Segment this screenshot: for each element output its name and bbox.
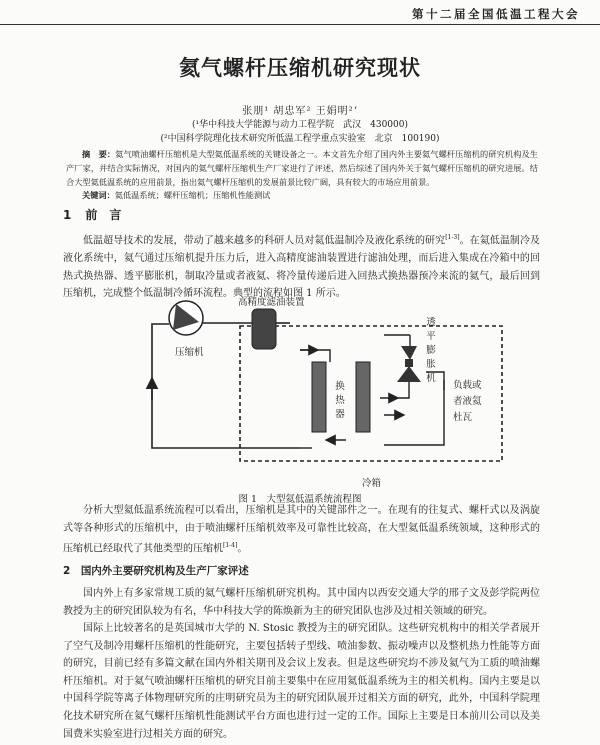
turbine-symbol-top (401, 346, 417, 360)
keywords-label: 关键词： (82, 190, 115, 200)
paragraph-international: 国际上比较著名的是英国城市大学的 N. Stosic 教授为主的研究团队。这些研究机构中的相关学者展开了空气及制冷用螺杆压缩机的性能研究，主要包括转子型线、喷油参数、振动噪声以及整机热力性能等方面的研究，目前已经有多篇文献在国内外相关期刊及会议上发表。但是这些研究均不涉及氦气为工质的喷油螺杆压缩机。对于氦气喷油螺杆压缩机的研究目前主要集中在应用氦低温系统为主的相关机构。国内主要是以中国科学院等离子体物理研究所的庄明研究员为主的研究团队展开过相关方面的研究，此外，中国科学院理化技术研究所在氦气螺杆压缩机性能测试平台方面也进行过一定的工作。国际上主要是日本前川公司以及美国费米实验室进行过相关方面的研究。 (63, 623, 540, 740)
affiliation-1: (¹华中科技大学能源与动力工程学院 武汉 430000) (192, 120, 408, 130)
heat-exchanger-bar (356, 362, 370, 432)
paragraph-text: 分析大型氦低温系统流程可以看出，压缩机是其中的关键部件之一。在现有的往复式、螺杆式以及涡旋式等各种形式的压缩机中，由于喷油螺杆压缩机效率及可靠性比较高，在大型氦低温系统领域，这种形式的压缩机已经取代了其他类型的压缩机 (63, 505, 540, 555)
citation: [1-3] (445, 234, 460, 241)
section-heading-2 (63, 563, 249, 578)
section-title: 国内外主要研究机构及生产厂家评述 (80, 565, 249, 577)
turbine-shaft (405, 359, 413, 367)
section-number: 1 (63, 208, 72, 222)
paragraph-text: 低温超导技术的发展，带动了越来越多的科研人员对氦低温制冷及液化系统的研究 (83, 235, 446, 247)
oil-filter-symbol (252, 309, 276, 349)
affiliation-2: (²中国科学院理化技术研究所低温工程学重点实验室 北京 100190) (160, 134, 440, 144)
compressor-label: 压缩机 (175, 347, 204, 358)
figure-caption: 图 1 大型氦低温系统流程图 (238, 494, 362, 505)
paper-title: 氦气螺杆压缩机研究现状 (179, 56, 421, 80)
load-label: 负载或者液氦杜瓦 (453, 380, 482, 423)
paragraph-domestic: 国内外上有多家常规工质的氦气螺杆压缩机研究机构。其中国内以西安交通大学的邢子文及彭学院两位教授为主的研究团队较为有名，华中科技大学的陈焕新为主的研究团队也涉及过相关领域的研究。 (63, 588, 540, 617)
pipe (300, 350, 330, 362)
section-number: 2 (63, 565, 71, 577)
section-title: 前 言 (85, 208, 122, 222)
filter-label: 高精度滤油装置 (238, 297, 305, 308)
conference-name: 第十二届全国低温工程大会 (412, 7, 580, 21)
paragraph-text: 。 (237, 543, 248, 555)
paragraph-analysis (63, 502, 540, 558)
keywords-text: 氦低温系统；螺杆压缩机；压缩机性能测试 (114, 190, 271, 200)
cold-box-label: 冷箱 (362, 478, 382, 489)
return-pipe (152, 324, 300, 448)
abstract-label: 摘 要： (82, 149, 116, 159)
citation: [1-4] (223, 542, 238, 550)
abstract-text: 氦气喷油螺杆压缩机是大型氦低温系统的关键设备之一。本文首先介绍了国内外主要氦气螺杆压缩机的研究机构及生产厂家，并结合实际情况，对国内的氦气螺杆压缩机生产厂家进行了评述，然后综述了国内外关于氦气螺杆压缩机的研究进展。结合大型氦低温系统的应用前景，指出氦气螺杆压缩机的发展前景比较广阔，具有较大的市场应用前景。 (66, 149, 538, 188)
paragraph-text: 。在氦低温制冷及液化系统中，氦气通过压缩机提升压力后，进入高精度滤油装置进行滤油处理，而后进入集成在冷箱中的回热式换热器、透平膨胀机，制取冷量或者液氦、将冷量传递后进入回热式换热器预冷来流的氦气，最后回到压缩机，完成整个低温制冷循环流程。典型的流程如图 1 所示。 (63, 235, 541, 300)
authors: 张朋¹ 胡忠军² 王娟明²ʼ (242, 106, 358, 117)
turbine-symbol-bottom (397, 366, 421, 382)
turbine-label: 透平膨胀机 (426, 317, 436, 384)
heat-exchanger-bar (312, 362, 326, 432)
pipe (398, 382, 409, 398)
heat-exchanger-label: 换热器 (335, 381, 345, 420)
